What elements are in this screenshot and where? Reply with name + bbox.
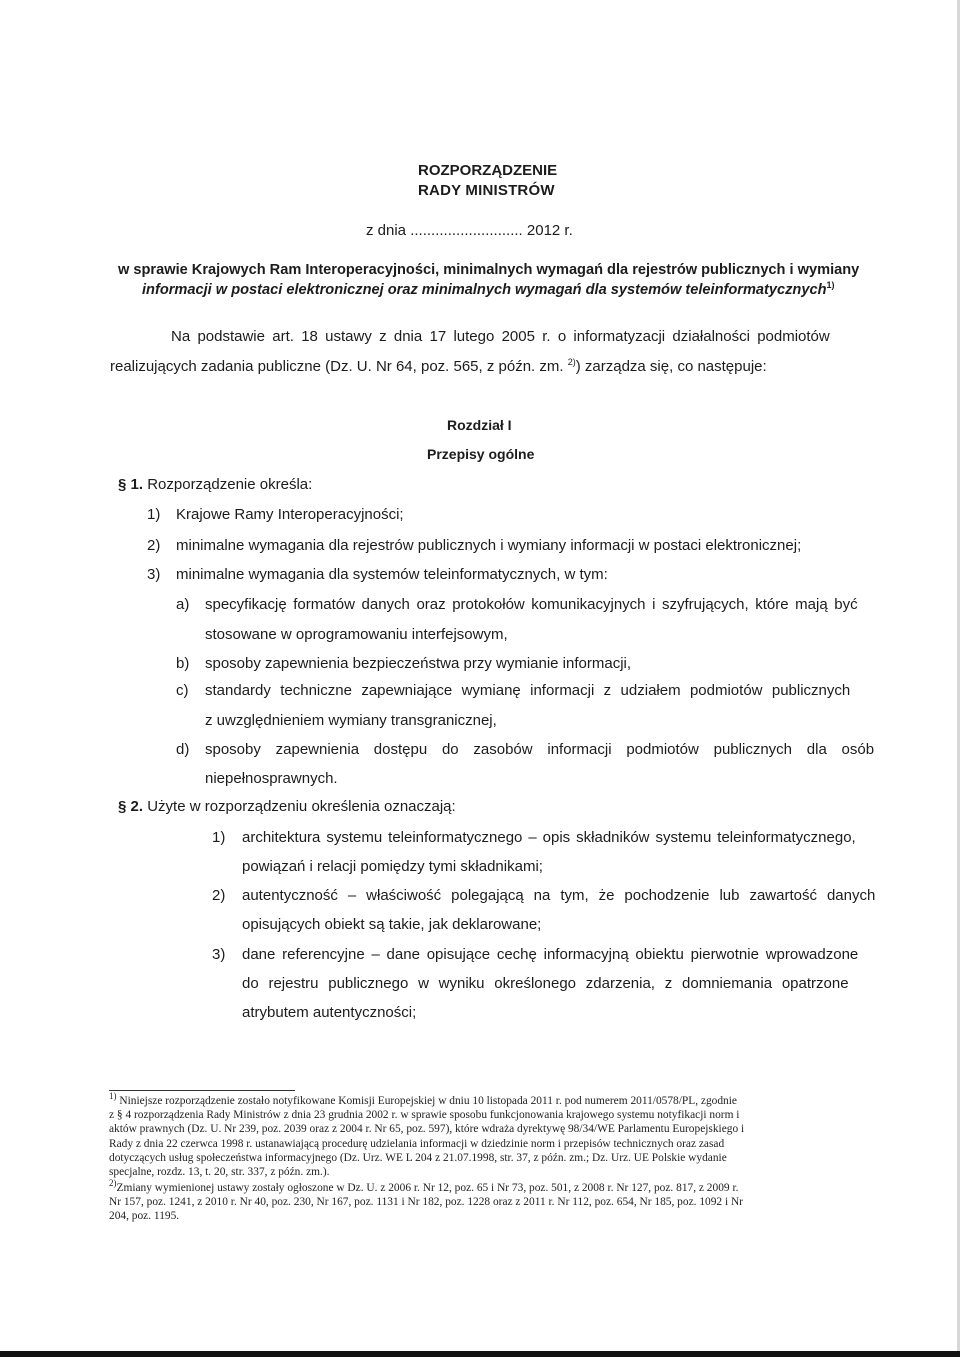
paragraph-1-mark: § 1. xyxy=(118,476,144,493)
par1-sub-d-line-1: sposoby zapewnienia dostępu do zasobów informacji podmiotów publicznych dla osób xyxy=(205,741,875,758)
par1-sub-c-line-1: standardy techniczne zapewniające wymianę informacji z udziałem podmiotów publicznych xyxy=(205,682,851,699)
par2-item-2-num: 2) xyxy=(212,887,226,904)
footnote-1-line: dotyczących usług społeczeństwa informacyjnego (Dz. Urz. WE L 204 z 21.07.1998, str. 37, z późn. zm.; Dz. Urz. UE Polskie wydanie xyxy=(109,1151,727,1164)
par2-item-1-line-1: architektura systemu teleinformatycznego – opis składników systemu teleinformatycznego, xyxy=(242,829,856,846)
par2-item-3-line-1: dane referencyjne – dane opisujące cechę informacyjną obiektu pierwotnie wprowadzone xyxy=(242,946,859,963)
subject-line-1: w sprawie Krajowych Ram Interoperacyjności, minimalnych wymagań dla rejestrów publicznych i wymiany xyxy=(118,262,860,278)
par1-sub-b-letter: b) xyxy=(176,655,190,672)
par2-item-3-num: 3) xyxy=(212,946,226,963)
footnote-1-line: z § 4 rozporządzenia Rady Ministrów z dnia 23 grudnia 2002 r. w sprawie sposobu funkcjonowania krajowego systemu notyfikacji norm i xyxy=(109,1109,740,1122)
par2-item-2-line-1: autentyczność – właściwość polegającą na tym, że pochodzenie lub zawartość danych xyxy=(242,887,876,904)
par1-sub-b-line-1: sposoby zapewnienia bezpieczeństwa przy wymianie informacji, xyxy=(205,655,632,672)
footnote-2-mark: 2) xyxy=(109,1178,117,1189)
footnote-2 xyxy=(109,1178,743,1224)
issuer-title: RADY MINISTRÓW xyxy=(418,182,555,199)
paragraph-2-mark: § 2. xyxy=(118,798,144,815)
chapter-label: Rozdział I xyxy=(447,417,512,433)
footnote-1-line: specjalne, rozdz. 13, t. 20, str. 337, z późn. zm.). xyxy=(109,1166,330,1179)
par1-sub-a-letter: a) xyxy=(176,596,190,613)
par2-item-3-line-3: atrybutem autentyczności; xyxy=(242,1004,417,1021)
chapter-title: Przepisy ogólne xyxy=(427,446,535,462)
footnote-1-mark: 1) xyxy=(109,1091,117,1102)
par2-item-1-line-2: powiązań i relacji pomiędzy tymi składnikami; xyxy=(242,858,543,875)
footnote-1-line: $^{1)}$ Niniejsze rozporządzenie zostało notyfikowane Komisji Europejskiej w dniu 10 listopada 2011 r. pod numerem 2011/0578/PL, zgodnie xyxy=(109,1091,737,1107)
par1-sub-c-line-2: z uwzględnieniem wymiany transgranicznej, xyxy=(205,712,497,729)
par1-item-2-text: minimalne wymagania dla rejestrów publicznych i wymiany informacji w postaci elektronicznej; xyxy=(176,537,802,554)
footnote-2-line: 204, poz. 1195. xyxy=(109,1210,180,1223)
preamble-line-1: Na podstawie art. 18 ustawy z dnia 17 lutego 2005 r. o informatyzacji działalności podmiotów xyxy=(171,328,830,345)
date-line: z dnia ........................... 2012 r. xyxy=(366,222,573,239)
footnote-2-line: $^{2)}$Zmiany wymienionej ustawy zostały ogłoszone w Dz. U. z 2006 r. Nr 12, poz. 65 i Nr 73, poz. 501, z 2008 r. Nr 127, poz. 817, z 2009 r. xyxy=(109,1178,739,1194)
par1-sub-d-line-2: niepełnosprawnych. xyxy=(205,770,338,787)
par1-sub-c-letter: c) xyxy=(176,682,189,699)
par1-item-3-num: 3) xyxy=(147,566,161,583)
par1-item-1-text: Krajowe Ramy Interoperacyjności; xyxy=(176,506,404,523)
footnote-separator xyxy=(109,1090,295,1091)
par1-sub-a-line-2: stosowane w oprogramowaniu interfejsowym, xyxy=(205,626,508,643)
footnote-ref-2: 2) xyxy=(567,357,576,367)
document-type-title: ROZPORZĄDZENIE xyxy=(418,162,558,179)
paragraph-1-intro: § 1. Rozporządzenie określa: xyxy=(118,476,313,493)
footnote-ref-1: 1) xyxy=(826,280,835,291)
par1-sub-d-letter: d) xyxy=(176,741,190,758)
preamble-line-2: realizujących zadania publiczne (Dz. U. Nr 64, poz. 565, z późn. zm. $^{2)}$) zarządza się, co następuje: xyxy=(110,357,767,375)
scan-bottom-edge xyxy=(0,1351,960,1357)
par1-sub-a-line-1: specyfikację formatów danych oraz protokołów komunikacyjnych i szyfrujących, które mają być xyxy=(205,596,858,613)
par1-item-3-text: minimalne wymagania dla systemów teleinformatycznych, w tym: xyxy=(176,566,608,583)
par2-item-2-line-2: opisujących obiekt są takie, jak deklarowane; xyxy=(242,916,542,933)
footnote-1-line: Rady z dnia 22 czerwca 1998 r. ustanawiającą procedurę udzielania informacji w dziedzinie norm i przepisów technicznych oraz zasad xyxy=(109,1137,725,1150)
par1-item-1-num: 1) xyxy=(147,506,161,523)
footnote-1-line: aktów prawnych (Dz. U. Nr 239, poz. 2039 oraz z 2004 r. Nr 65, poz. 597), które wdraża dyrektywę 98/34/WE Parlamentu Europejskiego i xyxy=(109,1123,745,1136)
subject-line-2: informacji w postaci elektronicznej oraz minimalnych wymagań dla systemów teleinformatycznych$^{1)}$ xyxy=(142,280,835,298)
par2-item-3-line-2: do rejestru publicznego w wyniku określonego zdarzenia, z domniemania opatrzone xyxy=(242,975,849,992)
par2-item-1-num: 1) xyxy=(212,829,226,846)
footnote-1 xyxy=(109,1091,745,1179)
paragraph-2-intro: § 2. Użyte w rozporządzeniu określenia oznaczają: xyxy=(118,798,456,815)
par1-item-2-num: 2) xyxy=(147,537,161,554)
footnote-2-line: Nr 157, poz. 1241, z 2010 r. Nr 40, poz. 230, Nr 167, poz. 1131 i Nr 182, poz. 1228 oraz z 2011 r. Nr 112, poz. 654, Nr 185, poz. 1092 i Nr xyxy=(109,1196,743,1209)
